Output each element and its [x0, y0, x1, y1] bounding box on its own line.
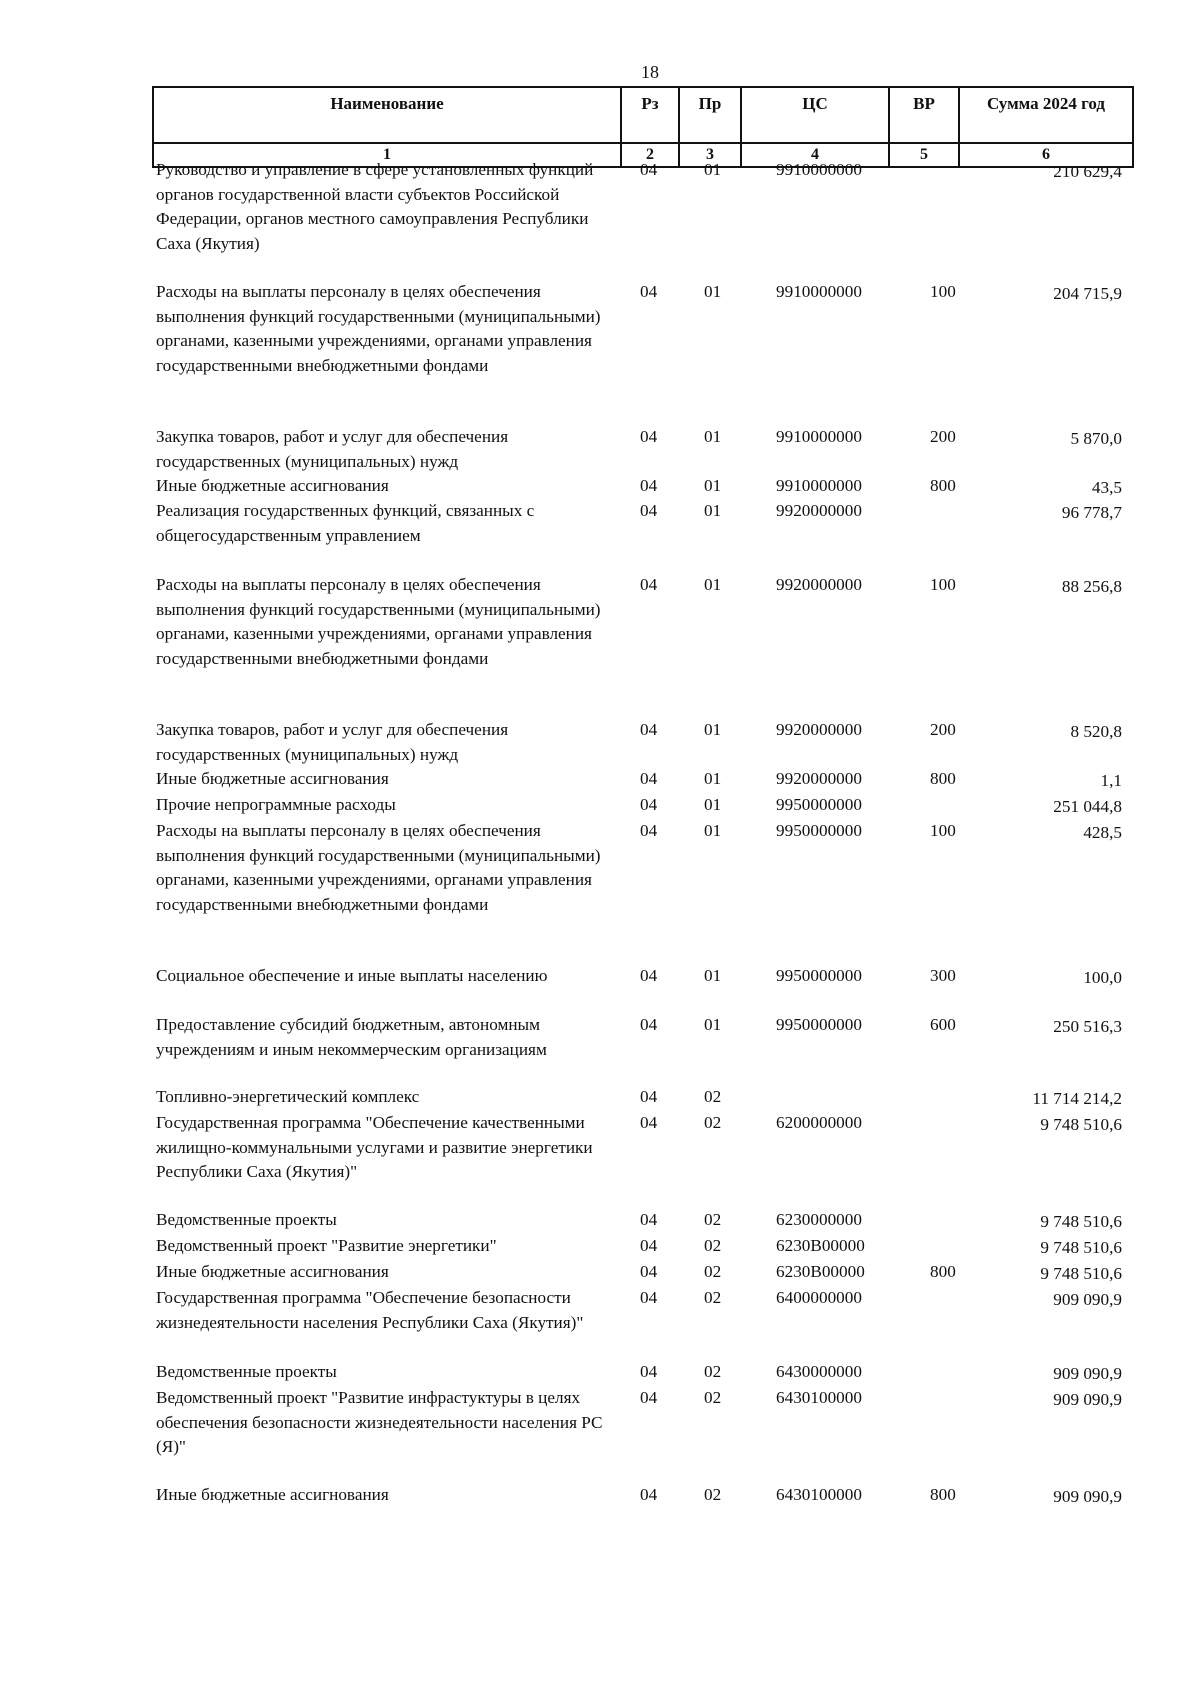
row-sum: 11 714 214,2: [1032, 1089, 1122, 1108]
row-sum: 428,5: [1083, 823, 1122, 842]
row-cs: 6430100000: [776, 1485, 862, 1504]
row-name: Расходы на выплаты персоналу в целях обеспечения выполнения функций государственными (муниципальными) органами, казенными учреждениями, органами управления государственными внебюджетными фондами: [156, 282, 601, 375]
row-name: Ведомственные проекты: [156, 1362, 337, 1381]
row-sum: 909 090,9: [1053, 1390, 1122, 1409]
row-pr: 01: [704, 501, 722, 520]
row-rz: 04: [640, 795, 658, 814]
row-rz: 04: [640, 1262, 658, 1281]
row-vr: 100: [930, 282, 956, 301]
header-num-2: 2: [621, 143, 679, 167]
row-cs: 6230000000: [776, 1210, 862, 1229]
row-cs: 6400000000: [776, 1288, 862, 1307]
row-sum: 5 870,0: [1070, 429, 1122, 448]
row-rz: 04: [640, 160, 658, 179]
row-name: Расходы на выплаты персоналу в целях обеспечения выполнения функций государственными (муниципальными) органами, казенными учреждениями, органами управления государственными внебюджетными фондами: [156, 821, 601, 914]
header-cs: ЦС: [741, 87, 889, 143]
row-sum: 9 748 510,6: [1040, 1264, 1122, 1283]
row-name: Иные бюджетные ассигнования: [156, 1485, 389, 1504]
row-rz: 04: [640, 1362, 658, 1381]
row-cs: 6430100000: [776, 1388, 862, 1407]
row-cs: 9950000000: [776, 795, 862, 814]
header-pr: Пр: [679, 87, 741, 143]
header-num-6: 6: [959, 143, 1133, 167]
row-name: Иные бюджетные ассигнования: [156, 1262, 389, 1281]
row-rz: 04: [640, 1210, 658, 1229]
header-num-4: 4: [741, 143, 889, 167]
row-pr: 02: [704, 1236, 722, 1255]
row-rz: 04: [640, 1015, 658, 1034]
row-rz: 04: [640, 966, 658, 985]
row-cs: 9910000000: [776, 160, 862, 179]
row-name: Иные бюджетные ассигнования: [156, 476, 389, 495]
row-name: Закупка товаров, работ и услуг для обеспечения государственных (муниципальных) нужд: [156, 720, 509, 764]
row-sum: 909 090,9: [1053, 1487, 1122, 1506]
row-rz: 04: [640, 821, 658, 840]
row-sum: 250 516,3: [1053, 1017, 1122, 1036]
row-rz: 04: [640, 1288, 658, 1307]
row-pr: 01: [704, 160, 722, 179]
row-sum: 251 044,8: [1053, 797, 1122, 816]
row-rz: 04: [640, 1388, 658, 1407]
row-name: Расходы на выплаты персоналу в целях обеспечения выполнения функций государственными (муниципальными) органами, казенными учреждениями, органами управления государственными внебюджетными фондами: [156, 575, 601, 668]
row-rz: 04: [640, 769, 658, 788]
row-cs: 9910000000: [776, 476, 862, 495]
row-pr: 02: [704, 1288, 722, 1307]
row-vr: 800: [930, 476, 956, 495]
row-rz: 04: [640, 1485, 658, 1504]
row-name: Руководство и управление в сфере установленных функций органов государственной власти субъектов Российской Федерации, органов местного самоуправления Республики Саха (Якутия): [156, 160, 594, 253]
row-pr: 02: [704, 1362, 722, 1381]
row-pr: 02: [704, 1087, 722, 1106]
header-rz: Рз: [621, 87, 679, 143]
row-vr: 200: [930, 720, 956, 739]
row-sum: 96 778,7: [1061, 503, 1122, 522]
row-rz: 04: [640, 720, 658, 739]
row-rz: 04: [640, 427, 658, 446]
row-cs: 9920000000: [776, 575, 862, 594]
row-cs: 9910000000: [776, 427, 862, 446]
row-sum: 210 629,4: [1053, 162, 1122, 181]
row-cs: 9920000000: [776, 769, 862, 788]
row-vr: 800: [930, 769, 956, 788]
row-vr: 800: [930, 1262, 956, 1281]
row-pr: 01: [704, 720, 722, 739]
row-name: Социальное обеспечение и иные выплаты населению: [156, 966, 548, 985]
row-cs: 9910000000: [776, 282, 862, 301]
row-name: Ведомственный проект "Развитие энергетики": [156, 1236, 497, 1255]
row-sum: 204 715,9: [1053, 284, 1122, 303]
row-rz: 04: [640, 282, 658, 301]
row-pr: 02: [704, 1210, 722, 1229]
row-pr: 01: [704, 1015, 722, 1034]
row-name: Закупка товаров, работ и услуг для обеспечения государственных (муниципальных) нужд: [156, 427, 509, 471]
row-vr: 600: [930, 1015, 956, 1034]
row-vr: 300: [930, 966, 956, 985]
row-cs: 9920000000: [776, 501, 862, 520]
row-sum: 8 520,8: [1070, 722, 1122, 741]
row-pr: 01: [704, 575, 722, 594]
row-name: Ведомственные проекты: [156, 1210, 337, 1229]
row-sum: 9 748 510,6: [1040, 1212, 1122, 1231]
row-cs: 6230В00000: [776, 1236, 865, 1255]
row-cs: 9950000000: [776, 966, 862, 985]
header-name: Наименование: [153, 87, 621, 143]
row-name: Топливно-энергетический комплекс: [156, 1087, 420, 1106]
row-vr: 100: [930, 821, 956, 840]
row-rz: 04: [640, 1236, 658, 1255]
row-vr: 800: [930, 1485, 956, 1504]
header-num-3: 3: [679, 143, 741, 167]
row-pr: 01: [704, 966, 722, 985]
row-pr: 01: [704, 821, 722, 840]
row-cs: 6200000000: [776, 1113, 862, 1132]
row-cs: 6430000000: [776, 1362, 862, 1381]
row-rz: 04: [640, 1087, 658, 1106]
row-pr: 02: [704, 1388, 722, 1407]
header-sum: Сумма 2024 год: [959, 87, 1133, 143]
row-sum: 909 090,9: [1053, 1290, 1122, 1309]
page-number: 18: [641, 62, 659, 82]
row-rz: 04: [640, 501, 658, 520]
table-header: [152, 86, 1134, 168]
row-sum: 909 090,9: [1053, 1364, 1122, 1383]
row-cs: 9950000000: [776, 1015, 862, 1034]
row-cs: 6230В00000: [776, 1262, 865, 1281]
row-cs: 9920000000: [776, 720, 862, 739]
row-pr: 02: [704, 1485, 722, 1504]
row-sum: 1,1: [1100, 771, 1122, 790]
row-sum: 100,0: [1083, 968, 1122, 987]
row-name: Государственная программа "Обеспечение качественными жилищно-коммунальными услугами и развитие энергетики Республики Саха (Якутия)": [156, 1113, 593, 1182]
header-vr: ВР: [889, 87, 959, 143]
row-rz: 04: [640, 476, 658, 495]
row-cs: 9950000000: [776, 821, 862, 840]
row-pr: 02: [704, 1113, 722, 1132]
row-pr: 01: [704, 476, 722, 495]
row-vr: 100: [930, 575, 956, 594]
row-sum: 88 256,8: [1061, 577, 1122, 596]
row-rz: 04: [640, 575, 658, 594]
row-sum: 9 748 510,6: [1040, 1238, 1122, 1257]
header-num-5: 5: [889, 143, 959, 167]
row-pr: 01: [704, 282, 722, 301]
row-sum: 9 748 510,6: [1040, 1115, 1122, 1134]
row-name: Предоставление субсидий бюджетным, автономным учреждениям и иным некоммерческим организациям: [156, 1015, 547, 1059]
row-pr: 02: [704, 1262, 722, 1281]
row-name: Реализация государственных функций, связанных с общегосударственным управлением: [156, 501, 535, 545]
row-rz: 04: [640, 1113, 658, 1132]
row-name: Иные бюджетные ассигнования: [156, 769, 389, 788]
row-vr: 200: [930, 427, 956, 446]
row-name: Ведомственный проект "Развитие инфрастуктуры в целях обеспечения безопасности жизнедеятельности населения РС (Я)": [156, 1388, 603, 1457]
row-sum: 43,5: [1091, 478, 1122, 497]
row-pr: 01: [704, 427, 722, 446]
row-pr: 01: [704, 795, 722, 814]
row-name: Прочие непрограммные расходы: [156, 795, 396, 814]
header-num-1: 1: [153, 143, 621, 167]
row-name: Государственная программа "Обеспечение безопасности жизнедеятельности населения Республики Саха (Якутия)": [156, 1288, 584, 1332]
row-pr: 01: [704, 769, 722, 788]
